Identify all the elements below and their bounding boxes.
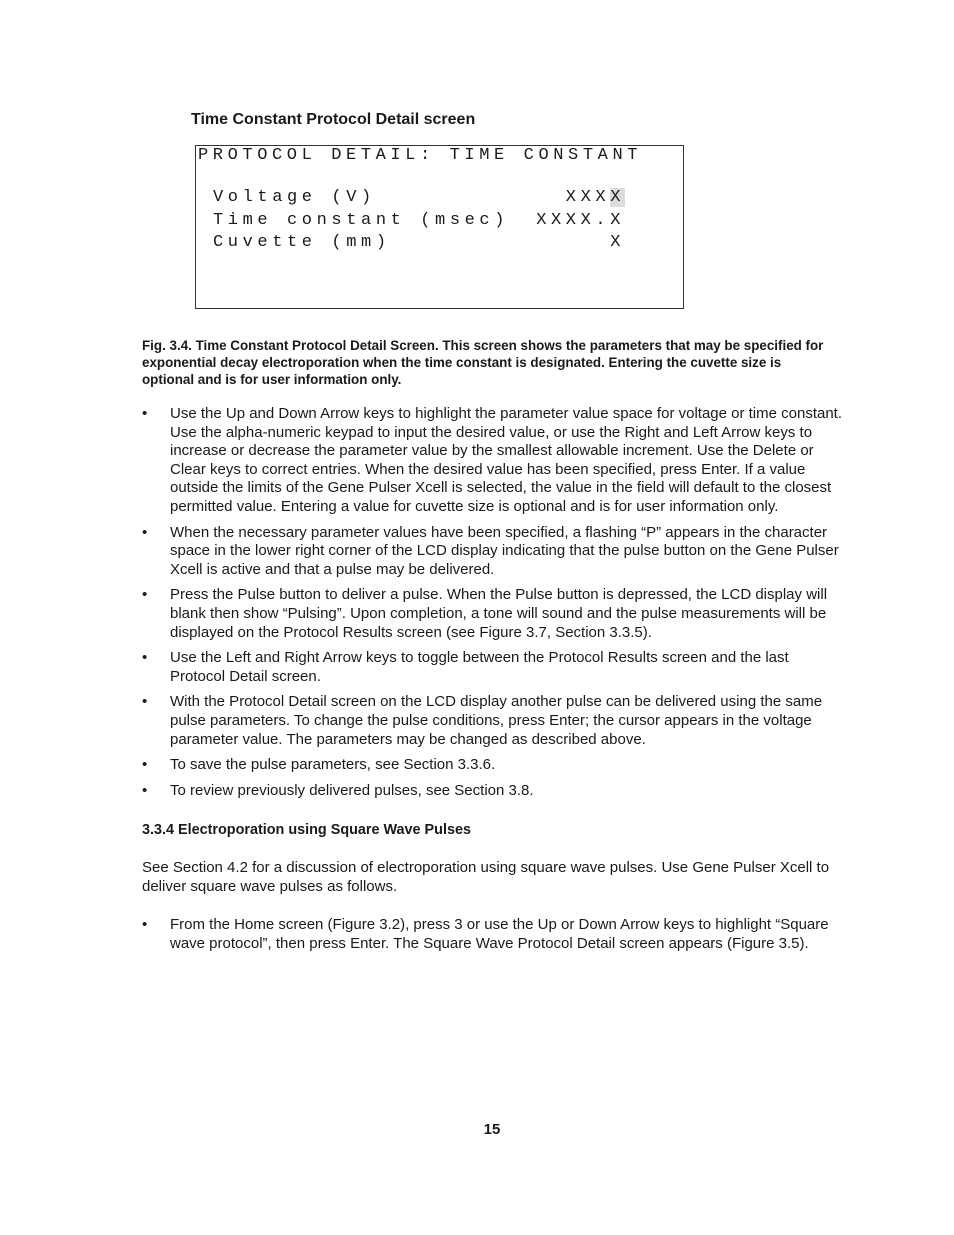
list-item <box>142 586 844 642</box>
lcd-voltage-value-main: XXX <box>565 188 611 207</box>
list-item <box>142 524 844 580</box>
lcd-cuvette-label: Cuvette (mm) <box>213 233 391 252</box>
bullet-icon: • <box>142 649 148 667</box>
lcd-time-constant-label: Time constant (msec) <box>213 211 510 230</box>
list-item-text: Use the Left and Right Arrow keys to toggle between the Protocol Results screen and the last Protocol Detail screen. <box>170 649 789 685</box>
list-item <box>142 916 844 953</box>
page-number: 15 <box>483 1121 501 1138</box>
intro-paragraph: See Section 4.2 for a discussion of electroporation using square wave pulses. Use Gene Pulser Xcell to deliver square wave pulses as follows. <box>142 859 830 895</box>
figure-heading: Time Constant Protocol Detail screen <box>191 111 476 128</box>
list-item-text: With the Protocol Detail screen on the LCD display another pulse can be delivered using the same pulse parameters. To change the pulse conditions, press Enter; the cursor appears in the voltage parameter value. The parameters may be changed as described above. <box>170 693 823 748</box>
instruction-list <box>142 405 844 807</box>
bullet-icon: • <box>142 693 148 711</box>
list-item <box>142 693 844 749</box>
list-item-text: To save the pulse parameters, see Section 3.3.6. <box>170 756 496 774</box>
square-wave-list <box>142 916 844 960</box>
lcd-voltage-label: Voltage (V) <box>213 188 376 207</box>
list-item <box>142 649 844 686</box>
lcd-voltage-value <box>566 188 625 208</box>
bullet-icon: • <box>142 756 148 774</box>
bullet-icon: • <box>142 586 148 604</box>
list-item <box>142 405 844 517</box>
list-item <box>142 756 844 775</box>
section-heading: 3.3.4 Electroporation using Square Wave Pulses <box>142 822 471 838</box>
figure-caption: Fig. 3.4. Time Constant Protocol Detail Screen. This screen shows the parameters that may be specified for exponential decay electroporation when the time constant is designated. Entering the cuvette size is optional and is for user information only. <box>142 338 824 387</box>
lcd-time-constant-value: XXXX.X <box>536 211 625 230</box>
bullet-icon: • <box>142 781 148 799</box>
list-item-text: To review previously delivered pulses, see Section 3.8. <box>170 781 534 799</box>
list-item-text: When the necessary parameter values have been specified, a flashing “P” appears in the character space in the lower right corner of the LCD display indicating that the pulse button on the Gene Pulser Xcell is active and that a pulse may be delivered. <box>170 523 839 578</box>
lcd-cuvette-value: X <box>610 233 625 252</box>
lcd-title: PROTOCOL DETAIL: TIME CONSTANT <box>198 146 643 165</box>
lcd-display <box>195 145 684 309</box>
list-item <box>142 782 844 801</box>
bullet-icon: • <box>142 916 148 933</box>
list-item-text: From the Home screen (Figure 3.2), press 3 or use the Up or Down Arrow keys to highlight “Square wave protocol”, then press Enter. The Square Wave Protocol Detail screen appears (Figure 3.5). <box>170 916 829 952</box>
bullet-icon: • <box>142 523 148 541</box>
lcd-cursor: X <box>610 188 625 207</box>
list-item-text: Use the Up and Down Arrow keys to highlight the parameter value space for voltage or time constant. Use the alpha-numeric keypad to input the desired value, or use the Right and Left Arrow keys to increase or decrease the parameter value by the smallest allowable increment. Use the Delete or Clear keys to correct entries. When the desired value has been specified, press Enter. If a value outside the limits of the Gene Pulser Xcell is selected, the value in the field will default to the closest permitted value. Entering a value for cuvette size is optional and is for user information only. <box>170 405 843 515</box>
list-item-text: Press the Pulse button to deliver a pulse. When the Pulse button is depressed, the LCD display will blank then show “Pulsing”. Upon completion, a tone will sound and the pulse measurements will be displayed on the Protocol Results screen (see Figure 3.7, Section 3.3.5). <box>170 586 828 641</box>
bullet-icon: • <box>142 405 148 422</box>
